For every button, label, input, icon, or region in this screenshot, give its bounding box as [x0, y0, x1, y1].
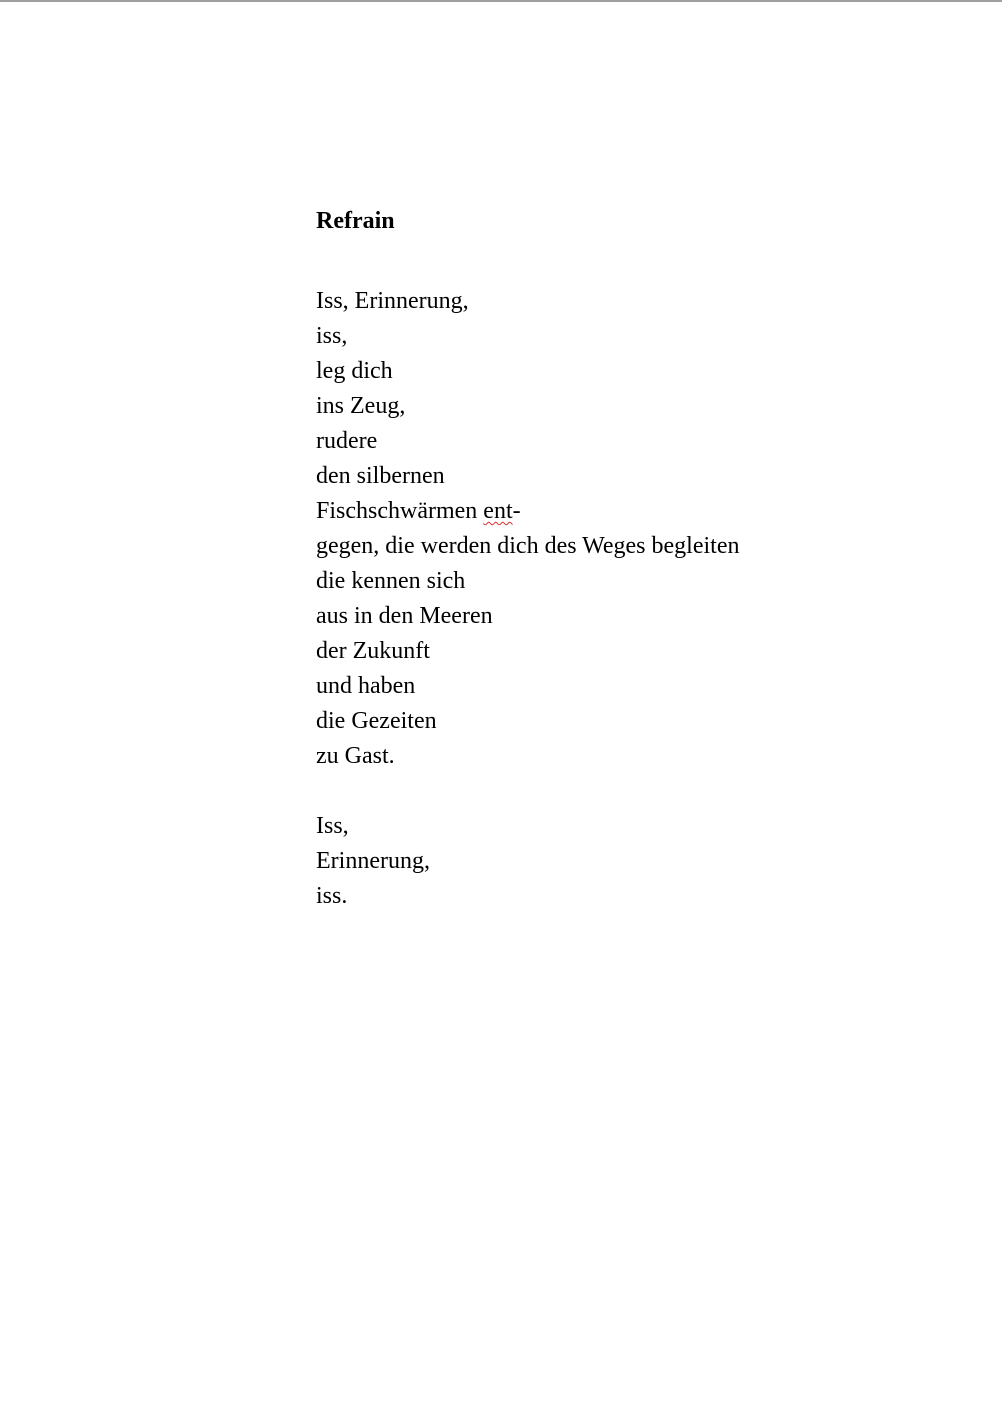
poem-line: die Gezeiten — [316, 708, 437, 734]
poem-line: iss. — [316, 883, 348, 909]
stanza-2 — [316, 809, 956, 914]
spellcheck-flagged-word[interactable]: ent — [483, 498, 513, 524]
poem-line: ins Zeug, — [316, 393, 406, 419]
poem-line: zu Gast. — [316, 743, 395, 769]
poem-line: Erinnerung, — [316, 848, 430, 874]
poem-line: und haben — [316, 673, 416, 699]
poem-line: Iss, — [316, 813, 349, 839]
window-top-border — [0, 0, 1002, 2]
document-page[interactable] — [316, 204, 956, 949]
poem-line: gegen, die werden dich des Weges begleiten — [316, 533, 740, 559]
poem-line: der Zukunft — [316, 638, 430, 664]
stanza-1 — [316, 284, 956, 774]
poem-line: Iss, Erinnerung, — [316, 288, 469, 314]
poem-line-with-spellcheck — [316, 494, 956, 529]
poem-line: iss, — [316, 323, 348, 349]
line-text-before: Fischschwärmen — [316, 498, 484, 524]
poem-line: rudere — [316, 428, 378, 454]
poem-line: aus in den Meeren — [316, 603, 493, 629]
poem-line: leg dich — [316, 358, 393, 384]
poem-line: die kennen sich — [316, 568, 466, 594]
poem-title: Refrain — [316, 208, 395, 234]
poem-line: den silbernen — [316, 463, 445, 489]
line-hyphen: - — [512, 498, 521, 524]
